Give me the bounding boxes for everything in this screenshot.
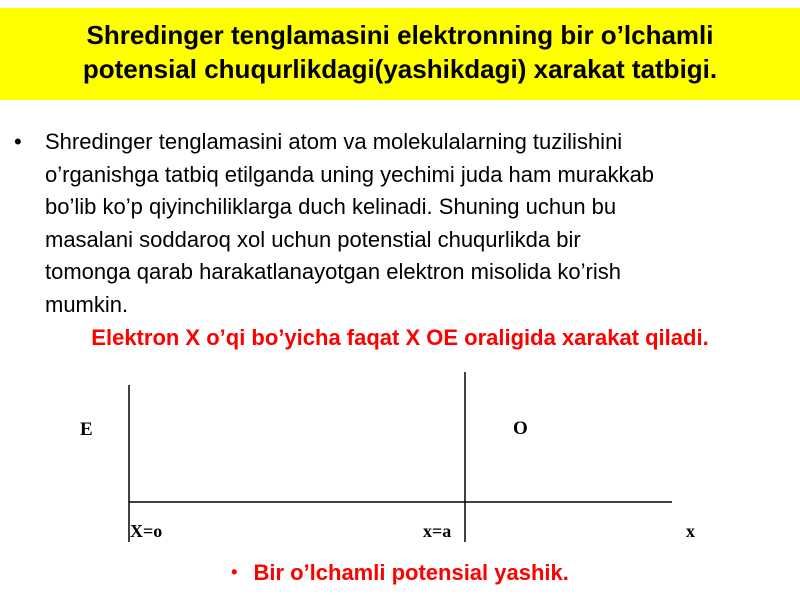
bullet-line-5: tomonga qarab harakatlanayotgan elektron misolida ko’rish [45,259,622,284]
label-o: O [513,418,528,439]
title-line-1: Shredinger tenglamasini elektronning bir o’lchamli [86,20,714,50]
label-x-axis: x [686,521,695,541]
bullet-line-4: masalani soddaroq xol uchun potenstial chuqurlikda bir [45,226,581,252]
bullet-line-6: mumkin. [45,291,129,317]
bullet-paragraph [14,126,794,321]
label-x-zero: X=o [130,521,163,541]
bullet-line-3: bo’lib ko’p qiyinchiliklarga duch kelinadi. Shuning uchun bu [45,194,617,219]
label-x-a: x=a [423,521,452,541]
caption-text: Bir o’lchamli potensial yashik. [253,560,569,585]
bullet-line-1: Shredinger tenglamasini atom va molekulalarning tuzilishini [45,129,623,154]
highlight-statement: Elektron X o’qi bo’yicha faqat X OE oraligida xarakat qiladi. [91,325,709,350]
potential-well-diagram [0,360,800,560]
bullet-line-2: o’rganishga tatbiq etilganda uning yechimi juda ham murakkab [45,161,655,187]
diagram-caption [0,560,800,586]
caption-bullet-icon: • [231,562,238,582]
bullet-text [45,126,794,321]
slide-title [0,18,800,86]
label-e: E [80,419,93,440]
bullet-dot-icon: • [14,129,22,154]
title-line-2: potensial chuqurlikdagi(yashikdagi) xarakat tatbigi. [82,54,718,84]
